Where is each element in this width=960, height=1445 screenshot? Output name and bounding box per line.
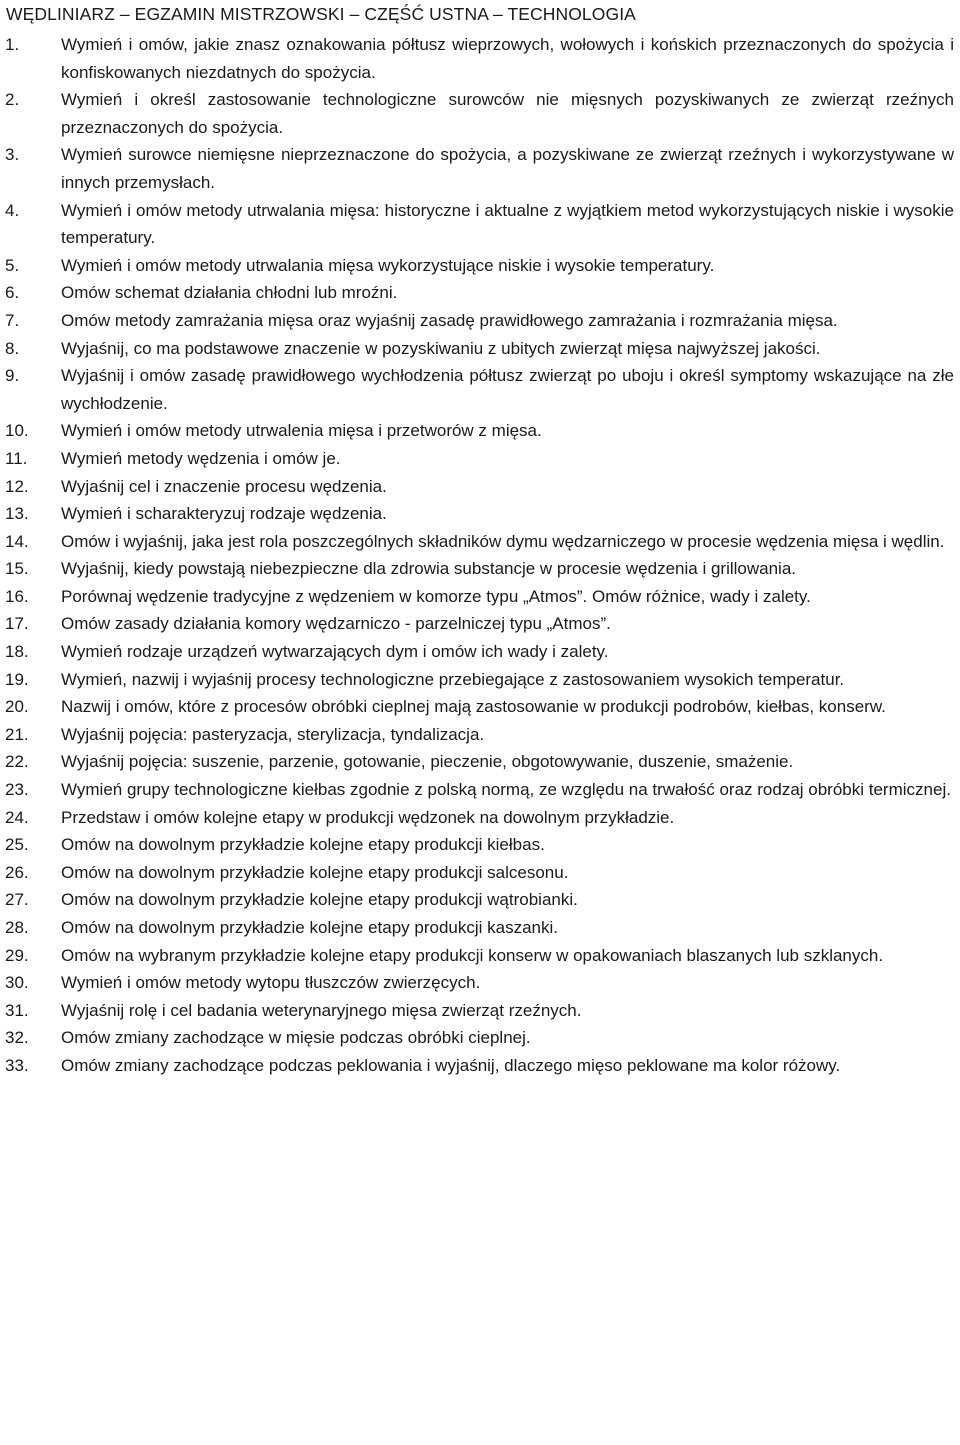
question-text: Omów na dowolnym przykładzie kolejne etapy produkcji wątrobianki.: [61, 890, 578, 910]
question-text: Wymień i scharakteryzuj rodzaje wędzenia.: [61, 504, 387, 524]
question-text: Wyjaśnij pojęcia: pasteryzacja, sterylizacja, tyndalizacja.: [61, 724, 485, 744]
question-text: Wymień metody wędzenia i omów je.: [61, 448, 341, 468]
question-number: 28.: [5, 918, 29, 937]
question-item: [4, 417, 956, 445]
question-item: [4, 279, 956, 307]
question-number: 11.: [5, 448, 28, 468]
question-item: [4, 1052, 956, 1080]
question-item: [4, 86, 956, 141]
question-text: Wyjaśnij i omów zasadę prawidłowego wychłodzenia półtusz zwierząt po uboju i określ symptomy wskazujące na złe wychłodzenie.: [61, 366, 954, 413]
question-item: [4, 555, 956, 583]
question-number: 5.: [5, 255, 20, 275]
question-text: Omów zmiany zachodzące podczas peklowania i wyjaśnij, dlaczego mięso peklowane ma kolor różowy.: [61, 1055, 841, 1075]
question-number: 12.: [5, 476, 29, 496]
question-item: [4, 473, 956, 501]
question-item: [4, 666, 956, 694]
question-text: Wyjaśnij rolę i cel badania weterynaryjnego mięsa zwierząt rzeźnych.: [61, 1000, 582, 1020]
question-item: [4, 748, 956, 776]
question-text: Omów na dowolnym przykładzie kolejne etapy produkcji kiełbas.: [61, 835, 545, 855]
question-number: 17.: [5, 614, 29, 634]
question-number: 21.: [5, 724, 29, 744]
question-number: 23.: [5, 780, 29, 800]
question-number: 1.: [5, 35, 20, 54]
question-text: Wyjaśnij, kiedy powstają niebezpieczne dla zdrowia substancje w procesie wędzenia i grillowania.: [61, 559, 797, 579]
question-text: Wymień grupy technologiczne kiełbas zgodnie z polską normą, ze względu na trwałość oraz rodzaj obróbki termicznej.: [61, 780, 951, 800]
question-number: 3.: [5, 145, 20, 165]
question-text: Omów na wybranym przykładzie kolejne etapy produkcji konserw w opakowaniach blaszanych lub szklanych.: [61, 945, 884, 965]
question-number: 26.: [5, 862, 29, 882]
question-item: [4, 445, 956, 473]
page-title: WĘDLINIARZ – EGZAMIN MISTRZOWSKI – CZĘŚĆ USTNA – TECHNOLOGIA: [6, 4, 636, 24]
question-number: 22.: [5, 752, 29, 772]
question-text: Omów zmiany zachodzące w mięsie podczas obróbki cieplnej.: [61, 1028, 531, 1048]
question-number: 33.: [5, 1055, 29, 1075]
question-text: Wymień rodzaje urządzeń wytwarzających dym i omów ich wady i zalety.: [61, 642, 609, 662]
question-text: Omów na dowolnym przykładzie kolejne etapy produkcji salcesonu.: [61, 862, 569, 882]
question-number: 24.: [5, 807, 29, 827]
question-number: 27.: [5, 890, 29, 910]
question-text: Nazwij i omów, które z procesów obróbki cieplnej mają zastosowanie w produkcji podrobów, kiełbas, konserw.: [61, 697, 886, 717]
question-number: 9.: [5, 366, 20, 386]
question-text: Wymień, nazwij i wyjaśnij procesy technologiczne przebiegające z zastosowaniem wysokich temperatur.: [61, 669, 845, 689]
question-text: Omów metody zamrażania mięsa oraz wyjaśnij zasadę prawidłowego zamrażania i rozmrażania mięsa.: [61, 310, 838, 330]
question-item: [4, 197, 956, 252]
question-number: 30.: [5, 973, 29, 993]
question-item: [4, 914, 956, 942]
question-number: 2.: [5, 90, 20, 110]
question-list: [4, 31, 956, 1080]
question-item: [4, 721, 956, 749]
question-text: Omów i wyjaśnij, jaka jest rola poszczególnych składników dymu wędzarniczego w procesie wędzenia mięsa i wędlin.: [61, 531, 945, 551]
question-number: 31.: [5, 1000, 29, 1020]
question-text: Wyjaśnij pojęcia: suszenie, parzenie, gotowanie, pieczenie, obgotowywanie, duszenie, smażenie.: [61, 752, 794, 772]
question-number: 18.: [5, 642, 29, 662]
question-text: Wymień i określ zastosowanie technologiczne surowców nie mięsnych pozyskiwanych ze zwierząt rzeźnych przeznaczonych do spożycia.: [61, 90, 954, 137]
question-item: [4, 335, 956, 363]
question-number: 7.: [5, 310, 20, 330]
question-text: Wymień i omów metody utrwalenia mięsa i przetworów z mięsa.: [61, 421, 542, 441]
question-item: [4, 942, 956, 970]
question-number: 14.: [5, 531, 29, 551]
question-number: 4.: [5, 200, 20, 220]
question-item: [4, 141, 956, 196]
question-number: 32.: [5, 1028, 29, 1048]
question-number: 8.: [5, 338, 20, 358]
question-text: Wymień i omów metody utrwalania mięsa: historyczne i aktualne z wyjątkiem metod wykorzystujących niskie i wysokie temperatury.: [61, 200, 954, 248]
question-item: [4, 31, 956, 86]
question-text: Wymień i omów metody utrwalania mięsa wykorzystujące niskie i wysokie temperatury.: [61, 255, 715, 275]
question-item: [4, 997, 956, 1025]
question-item: [4, 610, 956, 638]
question-text: Wymień i omów metody wytopu tłuszczów zwierzęcych.: [61, 973, 481, 993]
question-number: 29.: [5, 945, 29, 965]
question-number: 10.: [5, 421, 29, 441]
question-text: Omów schemat działania chłodni lub mroźni.: [61, 283, 398, 303]
question-number: 25.: [5, 835, 29, 855]
question-text: Przedstaw i omów kolejne etapy w produkcji wędzonek na dowolnym przykładzie.: [61, 807, 675, 827]
question-number: 6.: [5, 283, 20, 303]
question-item: [4, 583, 956, 611]
question-item: [4, 859, 956, 887]
question-text: Omów na dowolnym przykładzie kolejne etapy produkcji kaszanki.: [61, 918, 559, 937]
question-item: [4, 1024, 956, 1052]
question-item: [4, 693, 956, 721]
question-item: [4, 886, 956, 914]
question-text: Omów zasady działania komory wędzarniczo - parzelniczej typu „Atmos”.: [61, 614, 611, 634]
question-item: [4, 804, 956, 832]
question-number: 13.: [5, 504, 29, 524]
question-number: 19.: [5, 669, 29, 689]
question-item: [4, 252, 956, 280]
question-item: [4, 969, 956, 997]
question-text: Wymień i omów, jakie znasz oznakowania półtusz wieprzowych, wołowych i końskich przeznaczonych do spożycia i konfiskowanych niezdatnych do spożycia.: [61, 35, 954, 82]
question-text: Wyjaśnij, co ma podstawowe znaczenie w pozyskiwaniu z ubitych zwierząt mięsa najwyższej jakości.: [61, 338, 821, 358]
question-item: [4, 500, 956, 528]
question-text: Porównaj wędzenie tradycyjne z wędzeniem w komorze typu „Atmos”. Omów różnice, wady i zalety.: [61, 586, 811, 606]
question-item: [4, 638, 956, 666]
question-item: [4, 362, 956, 417]
question-item: [4, 831, 956, 859]
question-item: [4, 307, 956, 335]
question-text: Wyjaśnij cel i znaczenie procesu wędzenia.: [61, 476, 387, 496]
question-number: 20.: [5, 697, 29, 717]
question-item: [4, 528, 956, 556]
question-text: Wymień surowce niemięsne nieprzeznaczone do spożycia, a pozyskiwane ze zwierząt rzeźnych i wykorzystywane w innych przemysłach.: [61, 145, 954, 192]
question-number: 16.: [5, 586, 29, 606]
question-item: [4, 776, 956, 804]
question-number: 15.: [5, 559, 29, 579]
